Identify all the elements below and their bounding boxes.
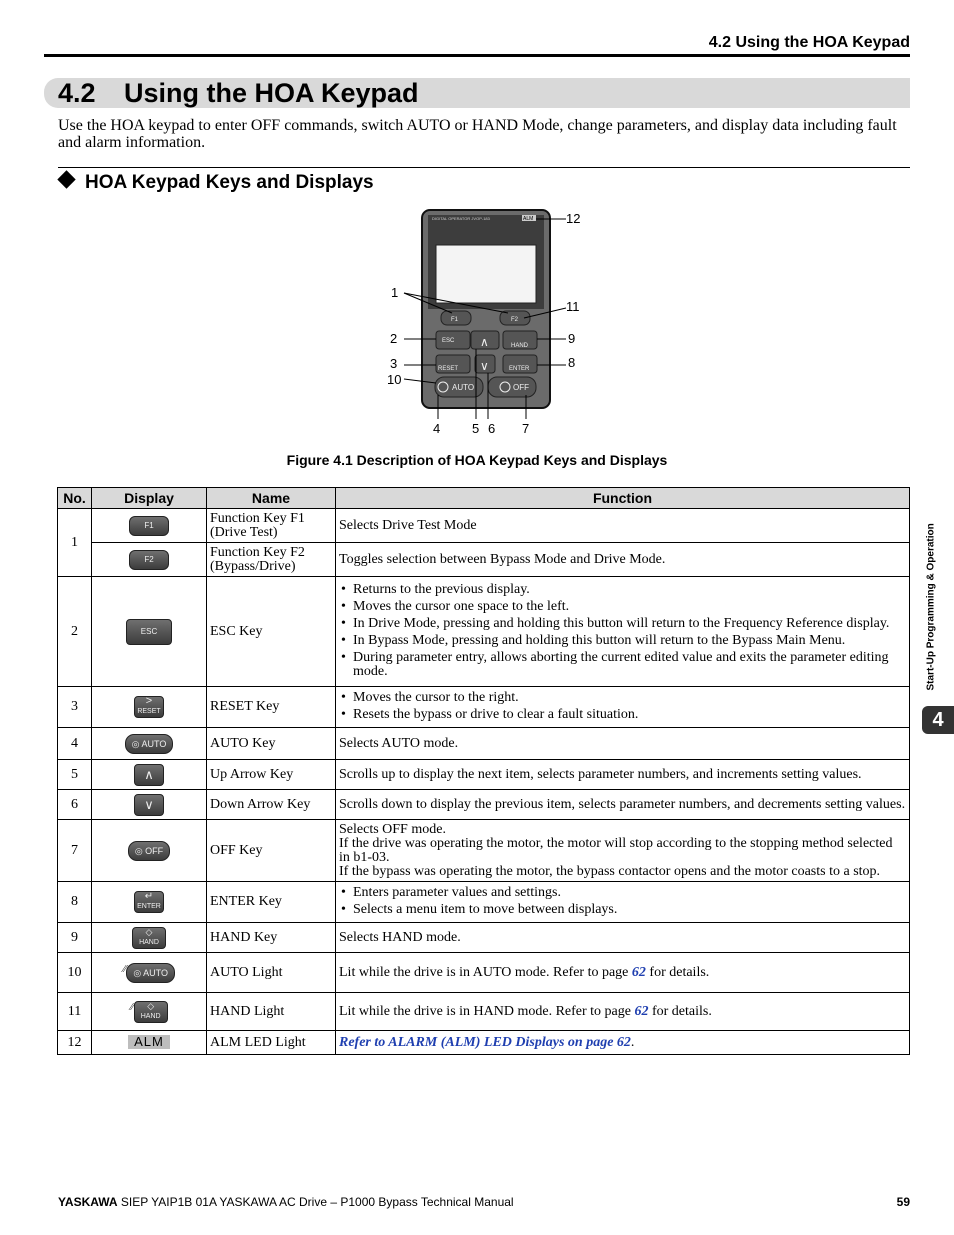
- row-display: [92, 993, 207, 1031]
- down-arrow-icon: ∨: [134, 794, 164, 816]
- bullet-item: • Enters parameter values and settings.: [339, 886, 906, 900]
- table-row: [58, 687, 910, 728]
- table-row: [58, 760, 910, 790]
- subsection-title: HOA Keypad Keys and Displays: [85, 172, 374, 193]
- alm-led-icon: ALM: [128, 1035, 170, 1049]
- col-function: Function: [336, 488, 910, 509]
- hand-symbol-icon: ◇: [147, 1000, 155, 1011]
- section-number: 4.2: [58, 78, 96, 108]
- fig-hand-label: HAND: [511, 343, 529, 349]
- row-display: [92, 790, 207, 820]
- function-line: Selects OFF mode.: [339, 821, 446, 837]
- row-name: Function Key F1 (Drive Test): [207, 509, 336, 543]
- table-row: [58, 577, 910, 687]
- row-function: [336, 882, 910, 923]
- row-name: RESET Key: [207, 687, 336, 728]
- row-name: OFF Key: [207, 820, 336, 882]
- row-display: [92, 543, 207, 577]
- off-key-icon: ◎ OFF: [128, 841, 170, 861]
- bullet-item: • Moves the cursor to the right.: [339, 691, 906, 705]
- page-link[interactable]: 62: [631, 964, 646, 980]
- function-line: If the drive was operating the motor, the motor will stop according to the stopping method selected in b1-03.: [339, 835, 893, 865]
- alm-led-text: ALM: [523, 216, 534, 222]
- row-name: HAND Key: [207, 923, 336, 953]
- footer-brand: YASKAWA: [58, 1195, 118, 1209]
- row-no: 11: [58, 993, 92, 1031]
- keypad-figure: [380, 205, 600, 440]
- alarm-link[interactable]: Refer to ALARM (ALM) LED Displays on page 62: [339, 1034, 631, 1050]
- section-title: Using the HOA Keypad: [124, 78, 419, 108]
- row-function: [336, 820, 910, 882]
- right-arrow-icon: >: [145, 695, 153, 707]
- chapter-tab[interactable]: 4: [922, 706, 954, 734]
- row-function: [336, 953, 910, 993]
- row-function: [336, 687, 910, 728]
- fig-esc-label: ESC: [442, 338, 455, 344]
- f1-key-icon: F1: [129, 516, 169, 536]
- page-footer: [58, 1195, 910, 1209]
- hand-symbol-icon: ◇: [145, 926, 153, 937]
- intro-paragraph: Use the HOA keypad to enter OFF commands, switch AUTO or HAND Mode, change parameters, and display data including fault and alarm information.: [58, 117, 897, 151]
- light-rays-icon: ⁄⁄: [122, 963, 127, 975]
- row-function: Selects Drive Test Mode: [336, 509, 910, 543]
- auto-light-label: AUTO: [143, 967, 169, 978]
- callout-7: 7: [522, 421, 530, 436]
- hand-key-icon: [132, 927, 166, 949]
- callout-9: 9: [568, 331, 576, 346]
- row-name: Up Arrow Key: [207, 760, 336, 790]
- fig-down-arrow: ∨: [480, 359, 489, 373]
- bullet-item: • Moves the cursor one space to the left.: [339, 600, 906, 614]
- row-no: 5: [58, 760, 92, 790]
- hand-key-label: HAND: [139, 938, 159, 946]
- auto-light-icon: ◎ AUTO: [126, 963, 175, 983]
- row-no: 12: [58, 1031, 92, 1055]
- row-no: 6: [58, 790, 92, 820]
- row-display: [92, 577, 207, 687]
- row-name: HAND Light: [207, 993, 336, 1031]
- row-name: AUTO Key: [207, 728, 336, 760]
- side-tab-text: [921, 523, 937, 695]
- subsection-heading: [58, 172, 374, 194]
- panel-label: DIGITAL OPERATOR JVOP-183: [432, 216, 490, 221]
- row-function: Toggles selection between Bypass Mode and Drive Mode.: [336, 543, 910, 577]
- row-display: [92, 1031, 207, 1055]
- row-function: [336, 993, 910, 1031]
- row-display: [92, 687, 207, 728]
- bullet-item: • Returns to the previous display.: [339, 583, 906, 597]
- col-display: Display: [92, 488, 207, 509]
- row-function: Selects AUTO mode.: [336, 728, 910, 760]
- lcd-screen: [436, 245, 536, 303]
- row-display: [92, 923, 207, 953]
- row-no: 9: [58, 923, 92, 953]
- bullet-item: • In Bypass Mode, pressing and holding this button will return to the Bypass Main Menu.: [339, 634, 906, 648]
- enter-key-label: ENTER: [137, 903, 161, 910]
- function-text: Lit while the drive is in AUTO mode. Refer to page: [339, 964, 632, 980]
- reset-key-label: RESET: [137, 708, 161, 715]
- table-row: [58, 953, 910, 993]
- table-row: [58, 993, 910, 1031]
- function-line: If the bypass was operating the motor, the bypass contactor opens and the motor coasts to a stop.: [339, 863, 881, 879]
- callout-3: 3: [390, 356, 398, 371]
- auto-key-icon: ◎ AUTO: [125, 734, 174, 754]
- col-no: No.: [58, 488, 92, 509]
- row-function: [336, 577, 910, 687]
- table-row: [58, 820, 910, 882]
- row-no: 1: [58, 509, 92, 577]
- callout-6: 6: [488, 421, 496, 436]
- keys-table: [57, 487, 910, 1055]
- fig-auto-label: AUTO: [452, 383, 475, 392]
- row-display: [92, 882, 207, 923]
- hand-light-icon: [134, 1001, 168, 1023]
- row-name: Down Arrow Key: [207, 790, 336, 820]
- table-row: [58, 1031, 910, 1055]
- row-name: Function Key F2 (Bypass/Drive): [207, 543, 336, 577]
- callout-5: 5: [472, 421, 480, 436]
- row-no: 2: [58, 577, 92, 687]
- function-text: Lit while the drive is in HAND mode. Refer to page: [339, 1003, 635, 1019]
- up-arrow-icon: ∧: [134, 764, 164, 786]
- row-name: ENTER Key: [207, 882, 336, 923]
- fig-enter-label: ENTER: [509, 366, 530, 372]
- table-row: [58, 543, 910, 577]
- fig-up-arrow: ∧: [480, 335, 489, 349]
- row-function: Scrolls up to display the next item, selects parameter numbers, and increments setting values.: [336, 760, 910, 790]
- row-name: ALM LED Light: [207, 1031, 336, 1055]
- page-link[interactable]: 62: [634, 1003, 649, 1019]
- callout-11: 11: [566, 299, 580, 314]
- function-text: for details.: [645, 964, 710, 980]
- table-row: [58, 882, 910, 923]
- reset-key-icon: [134, 696, 164, 718]
- esc-key-icon: ESC: [126, 619, 172, 645]
- bullet-item: • In Drive Mode, pressing and holding this button will return to the Frequency Reference display.: [339, 617, 906, 631]
- fig-f1-label: F1: [451, 317, 459, 323]
- table-row: [58, 509, 910, 543]
- f2-key-icon: F2: [129, 550, 169, 570]
- row-no: 7: [58, 820, 92, 882]
- fig-off-label: OFF: [513, 383, 529, 392]
- callout-1: 1: [391, 285, 399, 300]
- section-title-bar: [44, 78, 910, 108]
- row-name: ESC Key: [207, 577, 336, 687]
- row-name: AUTO Light: [207, 953, 336, 993]
- row-no: 8: [58, 882, 92, 923]
- row-display: [92, 820, 207, 882]
- footer-text: SIEP YAIP1B 01A YASKAWA AC Drive – P1000 Bypass Technical Manual: [117, 1195, 514, 1209]
- header-rule: [44, 54, 910, 57]
- callout-2: 2: [390, 331, 398, 346]
- row-no: 10: [58, 953, 92, 993]
- page-number: 59: [896, 1195, 910, 1209]
- fig-f2-label: F2: [511, 317, 519, 323]
- row-function: Scrolls down to display the previous item, selects parameter numbers, and decrements setting values.: [336, 790, 910, 820]
- callout-12: 12: [566, 211, 581, 226]
- table-header-row: [58, 488, 910, 509]
- col-name: Name: [207, 488, 336, 509]
- light-rays-icon: ⁄⁄: [130, 1001, 134, 1013]
- function-text: for details.: [648, 1003, 712, 1019]
- row-display: [92, 509, 207, 543]
- table-row: [58, 923, 910, 953]
- bullet-item: • Selects a menu item to move between displays.: [339, 903, 906, 917]
- fig-reset-label: RESET: [438, 366, 459, 372]
- row-display: [92, 953, 207, 993]
- hand-light-label: HAND: [140, 1012, 161, 1020]
- row-display: [92, 760, 207, 790]
- row-no: 3: [58, 687, 92, 728]
- callout-4: 4: [433, 421, 441, 436]
- running-header: 4.2 Using the HOA Keypad: [708, 34, 910, 51]
- bullet-item: • During parameter entry, allows aborting the current edited value and exits the parameter editing mode.: [339, 651, 906, 679]
- diamond-icon: [57, 170, 75, 188]
- side-tab-label: Start-Up Programming & Operation: [925, 523, 937, 691]
- bullet-item: • Resets the bypass or drive to clear a fault situation.: [339, 708, 906, 722]
- row-display: [92, 728, 207, 760]
- auto-key-label: AUTO: [141, 738, 167, 749]
- enter-arrow-icon: ↵: [144, 891, 154, 902]
- section-rule: [58, 167, 910, 168]
- table-row: [58, 728, 910, 760]
- off-key-label: OFF: [145, 845, 164, 856]
- table-row: [58, 790, 910, 820]
- figure-caption: Figure 4.1 Description of HOA Keypad Keys and Displays: [286, 452, 668, 468]
- row-function: Selects HAND mode.: [336, 923, 910, 953]
- callout-8: 8: [568, 355, 576, 370]
- function-text: .: [630, 1034, 635, 1050]
- callout-10: 10: [387, 372, 402, 387]
- row-no: 4: [58, 728, 92, 760]
- row-function: [336, 1031, 910, 1055]
- enter-key-icon: [134, 891, 164, 913]
